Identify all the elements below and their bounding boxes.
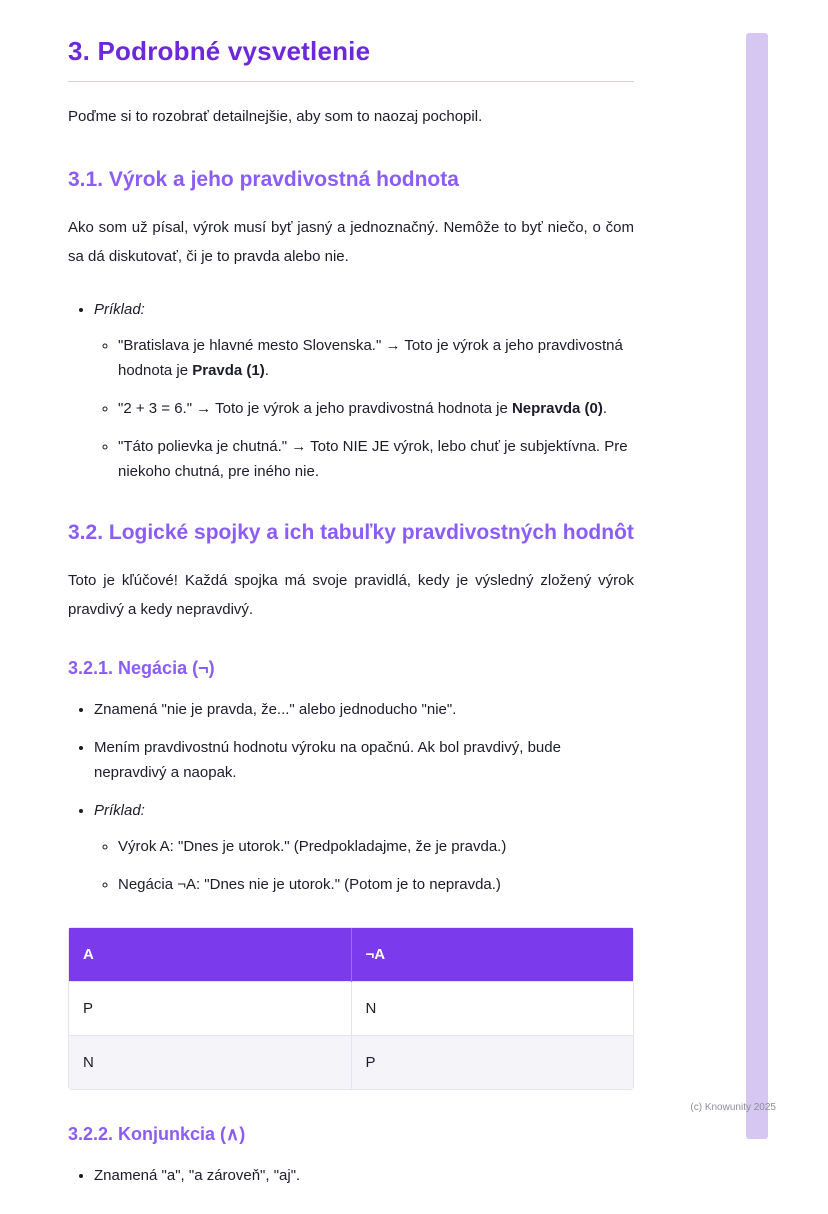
list-item: ◦ Výrok A: "Dnes je utorok." (Predpokladajme, že je pravda.) — [118, 834, 634, 859]
example-label: Príklad: — [94, 301, 145, 318]
section-3-2-1-list — [68, 697, 634, 897]
section-3-2-2-list — [68, 1163, 634, 1188]
table-cell: P — [351, 1036, 633, 1090]
section-heading-3-2: 3.2. Logické spojky a ich tabuľky pravdivostných hodnôt — [68, 521, 634, 544]
list-item — [118, 333, 634, 383]
subsection-heading-3-2-2: 3.2.2. Konjunkcia (∧) — [68, 1124, 246, 1144]
example-sublist — [94, 834, 634, 897]
section-3-2-paragraph: Toto je kľúčové! Každá spojka má svoje pravidlá, kedy je výsledný zložený výrok pravdivý a kedy nepravdivý. — [68, 572, 634, 618]
table-row — [69, 982, 633, 1036]
document-content — [68, 36, 634, 1214]
table-header-row — [69, 928, 633, 982]
section-heading-3-1: 3.1. Výrok a jeho pravdivostná hodnota — [68, 168, 459, 191]
example-bold-value: Pravda (1) — [192, 362, 265, 379]
table-cell: P — [69, 982, 351, 1036]
list-item: • Znamená "a", "a zároveň", "aj". — [94, 1163, 634, 1188]
list-item — [118, 396, 634, 421]
list-item — [94, 297, 634, 484]
intro-paragraph: Poďme si to rozobrať detailnejšie, aby som to naozaj pochopil. — [68, 108, 483, 125]
example-text: "2 + 3 = 6." → Toto je výrok a jeho pravdivostná hodnota je — [118, 400, 512, 417]
table-header-cell: ¬A — [351, 928, 633, 982]
list-item: ◦ Negácia ¬A: "Dnes nie je utorok." (Potom je to nepravda.) — [118, 872, 634, 897]
example-text: "Bratislava je hlavné mesto Slovenska." → Toto je výrok a jeho pravdivostná hodnota je — [118, 337, 623, 379]
copyright-notice: (c) Knowunity 2025 — [690, 1102, 776, 1113]
subsection-heading-3-2-1: 3.2.1. Negácia (¬) — [68, 658, 215, 678]
section-3-1-list — [68, 297, 634, 484]
table-cell: N — [69, 1036, 351, 1090]
section-3-1-paragraph: Ako som už písal, výrok musí byť jasný a jednoznačný. Nemôže to byť niečo, o čom sa dá diskutovať, či je to pravda alebo nie. — [68, 219, 634, 265]
list-item — [118, 434, 634, 484]
example-suffix: . — [602, 400, 607, 417]
page-title: 3. Podrobné vysvetlenie — [68, 36, 634, 82]
page-edge-decoration — [746, 33, 768, 1139]
table-cell: N — [351, 982, 633, 1036]
example-label: Príklad: — [94, 802, 145, 819]
example-text: "Táto polievka je chutná." → Toto NIE JE výrok, lebo chuť je subjektívna. Pre niekoho chutná, pre iného nie. — [118, 438, 628, 480]
example-bold-value: Nepravda (0) — [511, 400, 603, 417]
table-header-cell: A — [69, 928, 351, 982]
list-item: • Mením pravdivostnú hodnotu výroku na opačnú. Ak bol pravdivý, bude nepravdivý a naopak. — [94, 735, 634, 785]
table-row — [69, 1036, 633, 1090]
example-sublist — [94, 333, 634, 484]
example-suffix: . — [264, 362, 269, 379]
negation-truth-table — [69, 928, 633, 1089]
truth-table-container — [68, 927, 634, 1090]
list-item — [94, 798, 634, 897]
list-item: • Znamená "nie je pravda, že..." alebo jednoducho "nie". — [94, 697, 634, 722]
